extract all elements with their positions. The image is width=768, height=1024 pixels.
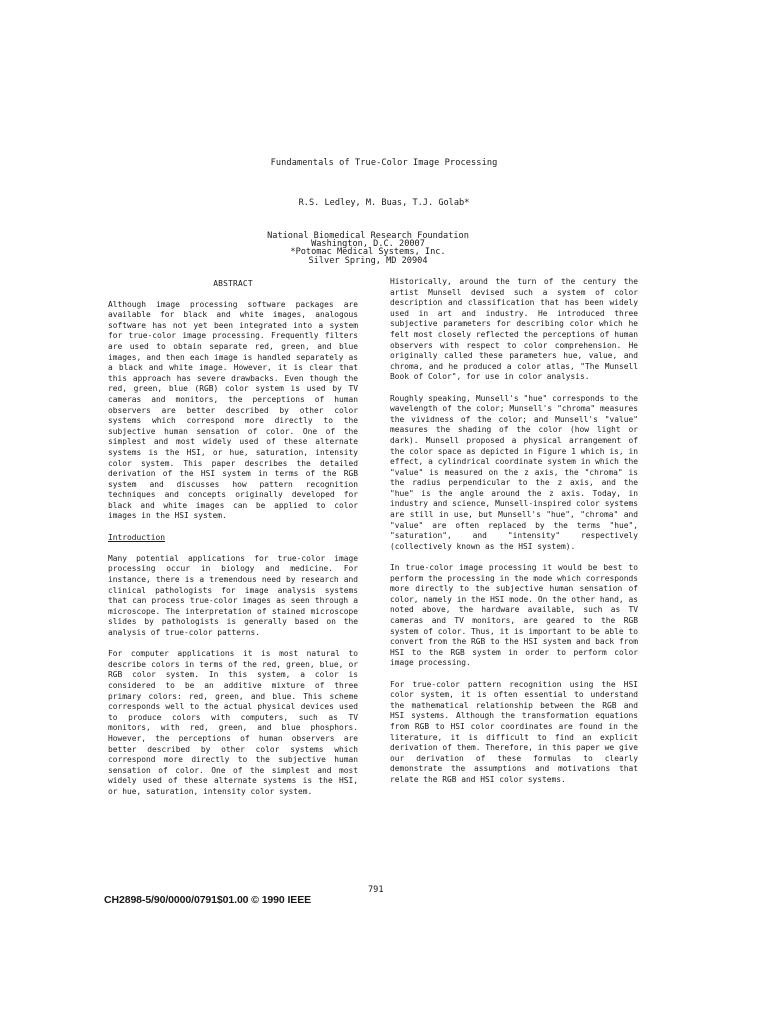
author-list: R.S. Ledley, M. Buas, T.J. Golab* bbox=[298, 198, 470, 208]
affiliation-line: Silver Spring, MD 20904 bbox=[308, 255, 428, 266]
affiliation-line: *Potomac Medical Systems, Inc. bbox=[290, 247, 446, 258]
body-paragraph: Historically, around the turn of the century the artist Munsell devised such a system of color description and classification that has been widely used in art and industry. He introduced three subjective parameters for describing color which he felt most closely reflected the perceptions of human observers with respect to color comprehension. He originally called these parameters hue, value, and chroma, and he produced a color atlas, "The Munsell Book of Color", for use in color analysis. bbox=[390, 277, 638, 382]
body-paragraph: For computer applications it is most natural to describe colors in terms of the red, green, blue, or RGB color system. In this system, a color is considered to be an additive mixture of three primary colors: red, green, and blue. This scheme corresponds well to the actual physical devices used to produce colors with computers, such as TV monitors, with red, green, and blue phosphors. However, the perceptions of human observers are better described by other color systems which correspond more directly to the subjective human sensation of color. One of the simplest and most widely used of these alternate systems is the HSI, or hue, saturation, intensity color system. bbox=[108, 649, 358, 796]
abstract-text: Although image processing software packages are available for black and white images, analogous software has not yet been integrated into a system for true-color image processing. Frequently filters are used to obtain separate red, green, and blue images, and then each image is handled separately as a black and white image. However, it is clear that this approach has severe drawbacks. Even though the red, green, blue (RGB) color system is used by TV cameras and monitors, the perceptions of human observers are better described by other color systems which correspond more directly to the subjective human sensation of color. One of the simplest and most widely used of these alternate systems is the HSI, or hue, saturation, intensity color system. This paper describes the detailed derivation of the HSI system in terms of the RGB system and discusses how pattern recognition techniques and concepts originally developed for black and white images can be applied to color images in the HSI system. bbox=[108, 299, 358, 521]
body-paragraph: In true-color image processing it would be best to perform the processing in the mode which corresponds more directly to the subjective human sensation of color, namely in the HSI mode. On the other hand, as noted above, the hardware available, such as TV cameras and TV monitors, are geared to the RGB system of color. Thus, it is important to be able to convert from the RGB to the HSI system and back from HSI to the RGB system in order to perform color image processing. bbox=[390, 563, 638, 668]
affiliation-block bbox=[0, 232, 736, 265]
paper-title: Fundamentals of True-Color Image Processing bbox=[270, 158, 498, 168]
introduction-heading: Introduction bbox=[108, 532, 166, 542]
body-paragraph: For true-color pattern recognition using the HSI color system, it is often essential to understand the mathematical relationship between the RGB and HSI systems. Although the transformation equations from RGB to HSI color coordinates are found in the literature, it is difficult to find an explicit derivation of them. Therefore, in this paper we give our derivation of these formulas to clearly demonstrate the assumptions and motivations that relate the RGB and HSI color systems. bbox=[390, 679, 638, 784]
right-column bbox=[390, 277, 638, 796]
body-paragraph: Many potential applications for true-color image processing occur in biology and medicine. For instance, there is a tremendous need by research and clinical pathologists for image analysis systems that can process true-color images as seen through a microscope. The interpretation of stained microscope slides by pathologists is generally based on the analysis of true-color patterns. bbox=[108, 553, 358, 637]
affiliation-line: National Biomedical Research Foundation bbox=[267, 231, 469, 241]
page-number: 791 bbox=[368, 885, 384, 895]
affiliation-line: Washington, D.C. 20007 bbox=[311, 239, 425, 250]
abstract-heading: ABSTRACT bbox=[213, 279, 253, 288]
left-column bbox=[108, 276, 358, 808]
body-paragraph: Roughly speaking, Munsell's "hue" corresponds to the wavelength of the color; Munsell's "chroma" measures the vividness of the color; and Munsell's "value" measures the shading of the color (how light or dark). Munsell proposed a physical arrangement of the color space as depicted in Figure 1 which is, in effect, a cylindrical coordinate system in which the "value" is measured on the z axis, the "chroma" is the radius perpendicular to the z axis, and the "hue" is the angle around the z axis. Today, in industry and science, Munsell-inspired color systems are still in use, but Munsell's "hue", "chroma" and "value" are often replaced by the terms "hue", "saturation", and "intensity" respectively (collectively known as the HSI system). bbox=[390, 393, 638, 551]
copyright-footer: CH2898-5/90/0000/0791$01.00 © 1990 IEEE bbox=[104, 894, 311, 906]
